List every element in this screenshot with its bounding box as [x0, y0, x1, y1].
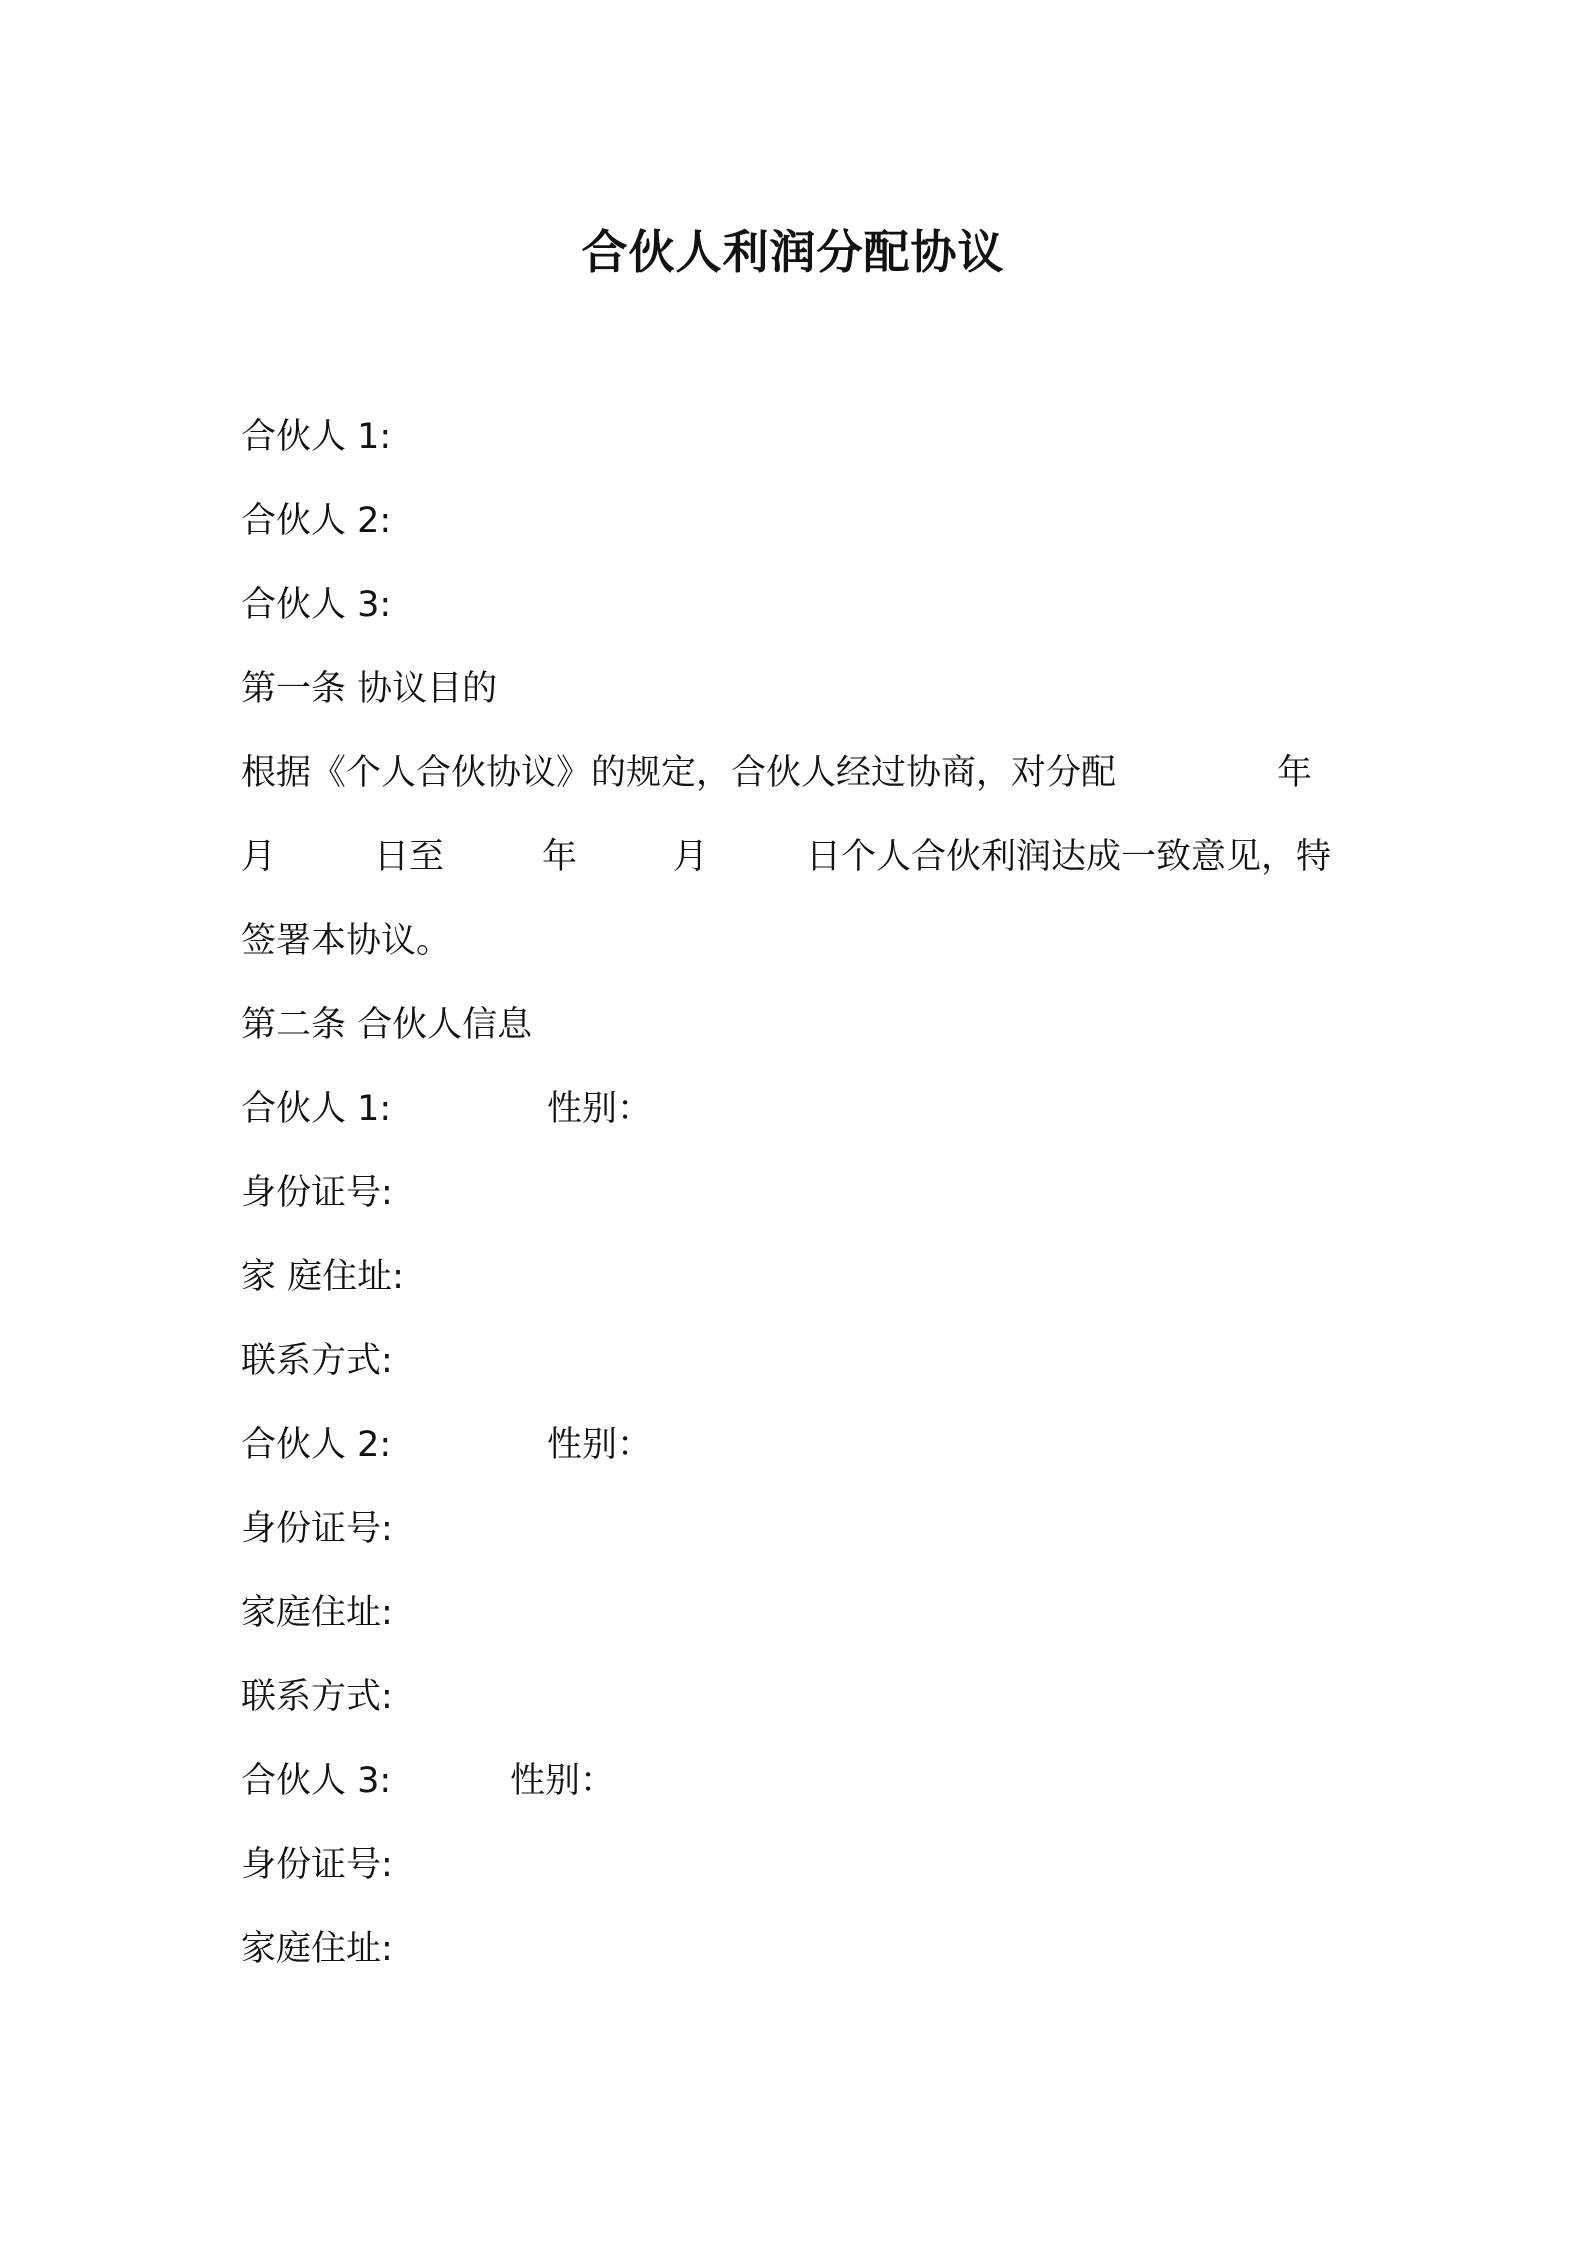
partner-2-id-label: 身份证号: [241, 1509, 393, 1549]
article-1-text-line1: 根据《个人合伙协议》的规定，合伙人经过协商，对分配 [241, 753, 1117, 793]
partner-1-address-label: 家 庭住址: [241, 1257, 404, 1297]
partner-3-address-label: 家庭住址: [241, 1929, 393, 1969]
article-1-text-line2: 日个人合伙利润达成一致意见，特 [806, 837, 1332, 877]
article-1-month-label-2: 月 [673, 837, 709, 877]
party-3-line: 合伙人 3: [241, 585, 392, 625]
article-1-text-line3: 签署本协议。 [241, 921, 452, 961]
article-1-heading: 第一条 协议目的 [241, 669, 498, 709]
article-1-year-label: 年 [1277, 753, 1313, 793]
partner-2-address-label: 家庭住址: [241, 1593, 393, 1633]
partner-3-gender-label: 性别： [510, 1761, 616, 1801]
partner-1-id-label: 身份证号: [241, 1173, 393, 1213]
party-2-line: 合伙人 2: [241, 501, 392, 541]
party-1-line: 合伙人 1: [241, 417, 392, 457]
partner-2-gender-label: 性别： [547, 1425, 653, 1465]
article-1-year-label-2: 年 [542, 837, 578, 877]
article-2-heading: 第二条 合伙人信息 [241, 1005, 533, 1045]
partner-3-name-label: 合伙人 3: [241, 1761, 392, 1801]
partner-1-contact-label: 联系方式: [241, 1341, 393, 1381]
partner-3-id-label: 身份证号: [241, 1845, 393, 1885]
partner-2-contact-label: 联系方式: [241, 1677, 393, 1717]
article-1-month-label: 月 [241, 837, 277, 877]
partner-2-name-label: 合伙人 2: [241, 1425, 392, 1465]
article-1-day-to-label: 日至 [374, 837, 445, 877]
partner-1-name-label: 合伙人 1: [241, 1089, 392, 1129]
partner-1-gender-label: 性别： [547, 1089, 653, 1129]
document-title: 合伙人利润分配协议 [581, 225, 1005, 279]
